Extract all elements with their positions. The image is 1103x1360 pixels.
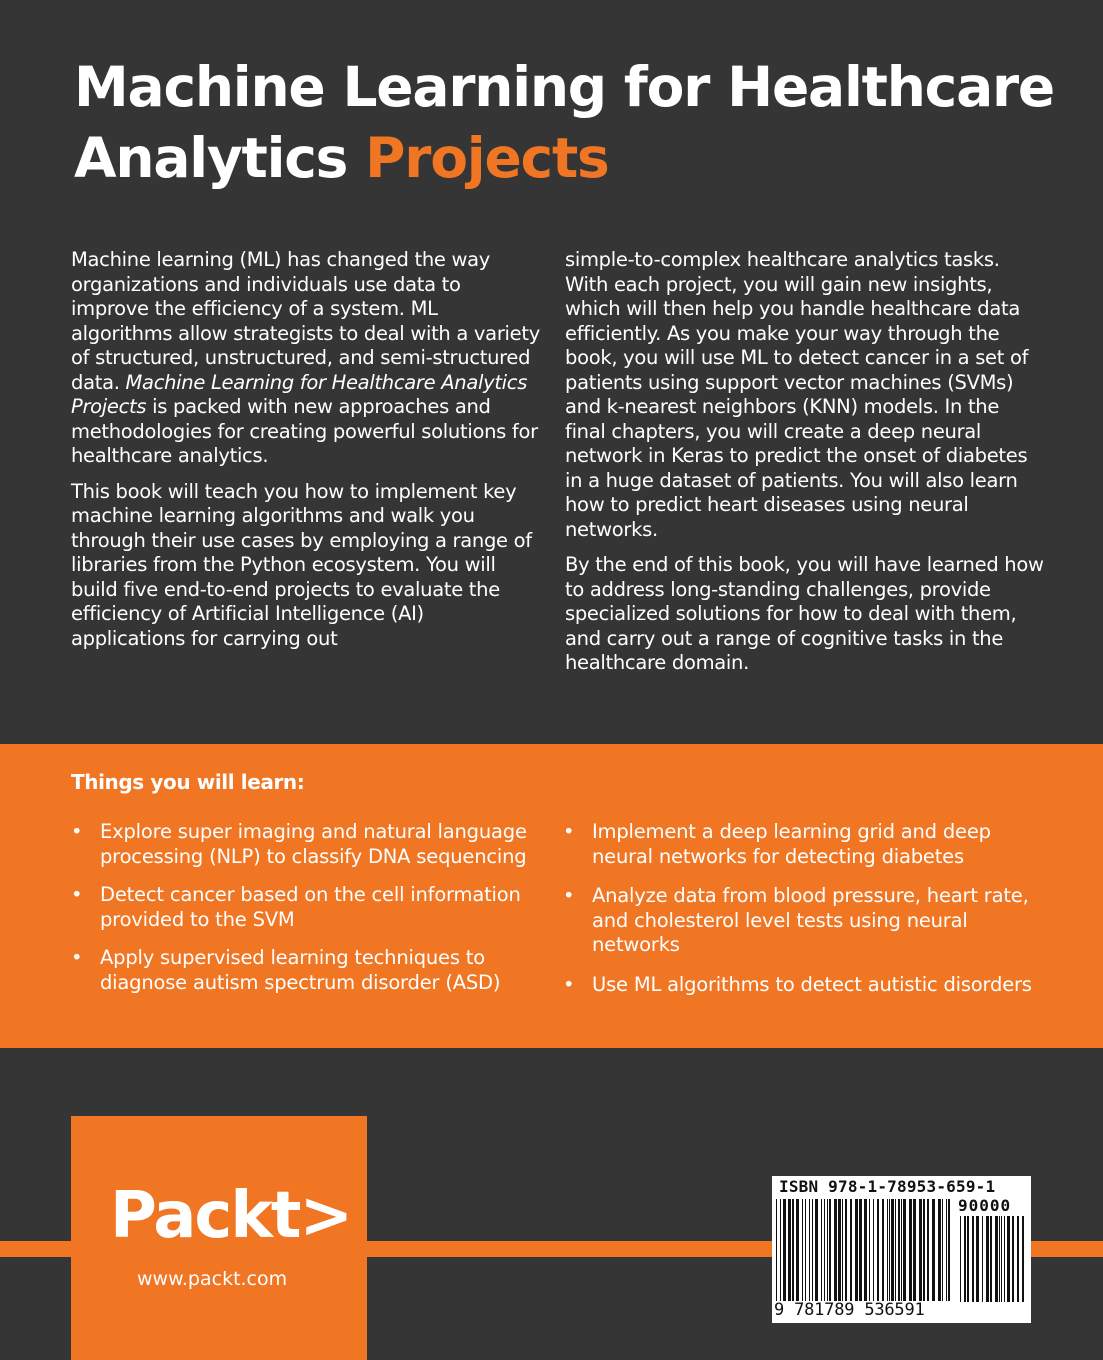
learn-list-left <box>71 820 531 1009</box>
barcode-bar <box>776 1199 777 1301</box>
barcode <box>772 1176 1031 1323</box>
description-paragraph: By the end of this book, you will have learned how to address long-standing challenges, provide specialized solutions for how to deal with them, and carry out a range of cognitive tasks in the healthcare domain. <box>565 553 1044 674</box>
barcode-bar <box>780 1199 781 1301</box>
barcode-bar <box>873 1199 874 1301</box>
ean-digits: 9 781789 536591 <box>774 1300 925 1320</box>
barcode-bar <box>895 1199 896 1301</box>
barcode-bar <box>815 1199 818 1301</box>
learn-item <box>563 884 1033 958</box>
learn-item <box>71 883 531 932</box>
barcode-bar <box>864 1199 867 1301</box>
barcode-bar <box>946 1199 947 1301</box>
barcode-bar <box>891 1199 894 1301</box>
barcode-bar <box>964 1216 966 1302</box>
barcode-bar <box>1001 1216 1002 1302</box>
barcode-bar <box>1004 1216 1005 1302</box>
barcode-bar <box>1017 1216 1019 1302</box>
barcode-bar <box>995 1216 998 1302</box>
barcode-bar <box>796 1199 799 1301</box>
description-paragraph: This book will teach you how to implement key machine learning algorithms and walk you through their use cases by employing a range of libraries from the Python ecosystem. You will build five end-to-end projects to evaluate the efficiency of Artificial Intelligence (AI) applications for carrying out <box>71 479 532 650</box>
title-line-2: Analytics <box>74 126 366 190</box>
learn-item <box>71 820 531 869</box>
barcode-bar <box>838 1199 841 1301</box>
bullet-icon: • <box>71 946 83 969</box>
barcode-bar <box>845 1199 847 1301</box>
barcode-bar <box>805 1199 806 1301</box>
learn-item-text: Apply supervised learning techniques to diagnose autism spectrum disorder (ASD) <box>100 946 501 994</box>
learn-heading: Things you will learn: <box>71 770 305 794</box>
barcode-bar <box>990 1216 992 1302</box>
description-paragraph <box>71 248 541 469</box>
barcode-bar <box>999 1216 1000 1302</box>
barcode-bar <box>834 1199 837 1301</box>
book-title <box>74 52 1064 194</box>
barcode-bar <box>942 1199 943 1301</box>
barcode-bar <box>919 1199 922 1301</box>
bullet-icon: • <box>71 820 83 843</box>
barcode-bar <box>901 1199 902 1301</box>
barcode-bar <box>903 1199 906 1301</box>
barcode-bar <box>821 1199 822 1301</box>
bullet-icon: • <box>563 820 575 843</box>
barcode-bar <box>1022 1216 1024 1302</box>
barcode-bar <box>792 1199 794 1301</box>
barcode-bar <box>788 1199 791 1301</box>
barcode-bar <box>909 1199 912 1301</box>
barcode-bar <box>1012 1216 1014 1302</box>
barcode-bar <box>842 1199 843 1301</box>
barcode-bar <box>827 1199 828 1301</box>
description-left-column <box>71 248 541 662</box>
learn-item <box>563 820 1033 869</box>
barcode-bar <box>986 1216 989 1302</box>
barcode-bar <box>889 1199 890 1301</box>
barcode-bar <box>898 1199 900 1301</box>
learn-list-right <box>563 820 1033 1012</box>
price-code: 90000 <box>958 1196 1012 1215</box>
barcode-bar <box>913 1199 916 1301</box>
barcode-bar <box>824 1199 825 1301</box>
description-paragraph: simple-to-complex healthcare analytics tasks. With each project, you will gain new insights, which will then help you handle healthcare data efficiently. As you make your way through the book, you will use ML to detect cancer in a set of patients using support vector machines (SVMs) and k-nearest neighbors (KNN) models. In the final chapters, you will create a deep neural network in Keras to predict the onset of diabetes in a huge dataset of patients. You will also learn how to predict heart diseases using neural networks. <box>565 248 1029 541</box>
ean-bars <box>775 1199 953 1301</box>
title-accent: Projects <box>365 126 609 190</box>
barcode-bar <box>855 1199 858 1301</box>
description-text: is packed with new approaches and methodologies for creating powerful solutions for healthcare analytics. <box>71 395 538 467</box>
barcode-bar <box>869 1199 870 1301</box>
barcode-bar <box>948 1199 950 1301</box>
barcode-bar <box>783 1199 786 1301</box>
learn-item-text: Detect cancer based on the cell information provided to the SVM <box>100 883 521 931</box>
learn-item-text: Analyze data from blood pressure, heart rate, and cholesterol level tests using neural networks <box>592 884 1029 956</box>
barcode-bar <box>1007 1216 1010 1302</box>
bullet-icon: • <box>563 972 575 996</box>
barcode-bar <box>927 1199 929 1301</box>
barcode-bar <box>972 1216 974 1302</box>
barcode-bar <box>859 1199 862 1301</box>
publisher-logo: Packt> <box>110 1179 352 1253</box>
barcode-bar <box>923 1199 925 1301</box>
barcode-bar <box>960 1216 961 1302</box>
bullet-icon: • <box>71 883 83 906</box>
learn-item <box>563 973 1033 998</box>
barcode-bar <box>976 1216 979 1302</box>
barcode-bar <box>982 1216 983 1302</box>
description-right-column <box>565 248 1045 687</box>
barcode-bar <box>882 1199 884 1301</box>
learn-item-text: Explore super imaging and natural language processing (NLP) to classify DNA sequencing <box>100 820 527 868</box>
barcode-bar <box>938 1199 941 1301</box>
barcode-bar <box>812 1199 813 1301</box>
barcode-bar <box>877 1199 879 1301</box>
book-title-italic: Machine Learning for Healthcare Analytics Projects <box>71 370 528 418</box>
barcode-bar <box>932 1199 935 1301</box>
barcode-bar <box>850 1199 852 1301</box>
barcode-bar <box>887 1199 888 1301</box>
title-line-1: Machine Learning for Healthcare <box>74 55 1055 119</box>
isbn-text: ISBN 978-1-78953-659-1 <box>779 1177 996 1196</box>
learn-item-text: Use ML algorithms to detect autistic disorders <box>592 972 1032 996</box>
barcode-bar <box>829 1199 831 1301</box>
description-text: Machine learning (ML) has changed the way organizations and individuals use data to improve the efficiency of a system. ML algorithms allow strategists to deal with a variety of structured, unstructured, and semi-structured data. <box>71 248 540 394</box>
learn-item <box>71 946 531 995</box>
addon-bars <box>959 1216 1025 1302</box>
bullet-icon: • <box>563 884 575 907</box>
barcode-bar <box>802 1199 803 1301</box>
learn-item-text: Implement a deep learning grid and deep neural networks for detecting diabetes <box>592 820 991 868</box>
publisher-url: www.packt.com <box>137 1268 288 1290</box>
barcode-bar <box>967 1216 969 1302</box>
barcode-bar <box>809 1199 810 1301</box>
